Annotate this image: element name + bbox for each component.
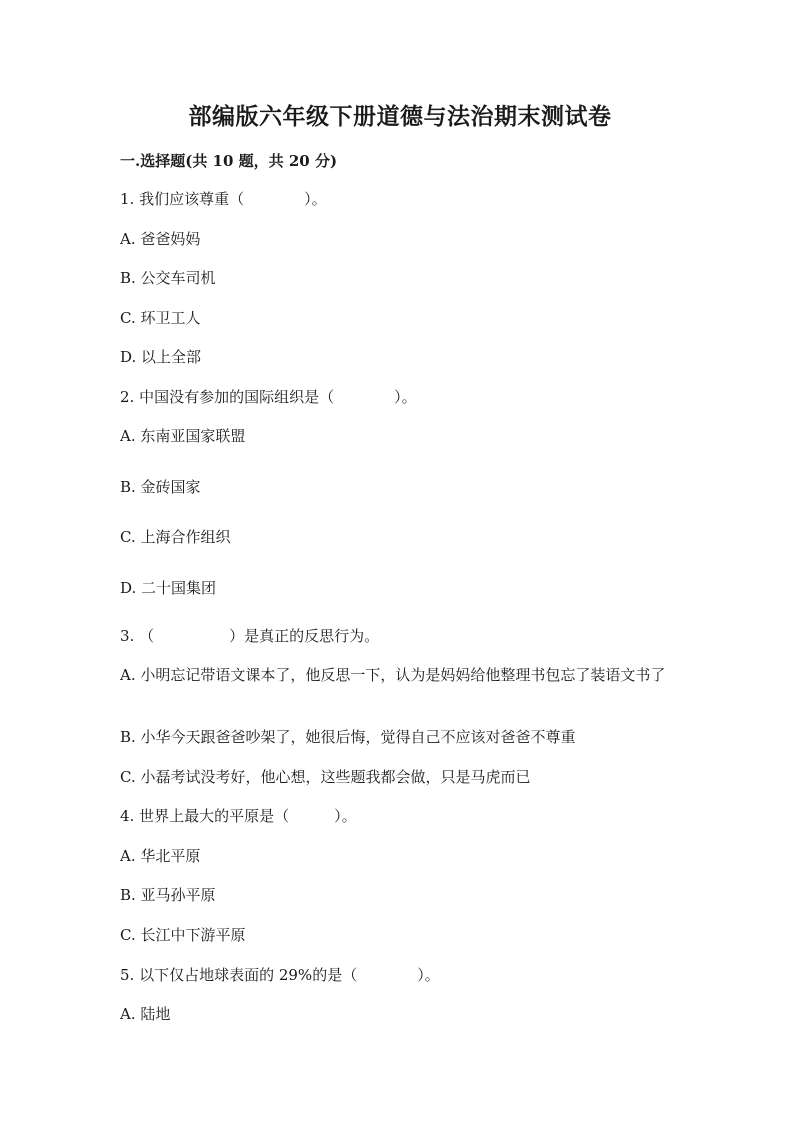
question-2-option-d: D. 二十国集团 [120,579,217,597]
question-2-option-c: C. 上海合作组织 [120,528,231,546]
question-3-stem: 3. （ ）是真正的反思行为。 [120,627,380,645]
question-3-option-a: A. 小明忘记带语文课本了，他反思一下，认为是妈妈给他整理书包忘了装语文书了 [120,666,666,684]
question-4-stem: 4. 世界上最大的平原是（ ）。 [120,807,357,825]
question-1-option-a: A. 爸爸妈妈 [120,230,201,248]
question-5-stem: 5. 以下仅占地球表面的 29%的是（ ）。 [120,966,440,984]
section-heading: 一.选择题(共 10 题，共 20 分) [120,152,338,170]
question-2-option-a: A. 东南亚国家联盟 [120,427,246,445]
question-2-option-b: B. 金砖国家 [120,478,201,496]
question-1-stem: 1. 我们应该尊重（ ）。 [120,190,327,208]
question-1-option-d: D. 以上全部 [120,348,202,366]
question-3-option-c: C. 小磊考试没考好，他心想，这些题我都会做，只是马虎而已 [120,768,531,786]
question-4-option-c: C. 长江中下游平原 [120,926,246,944]
question-4-option-a: A. 华北平原 [120,847,201,865]
page-title: 部编版六年级下册道德与法治期末测试卷 [188,103,612,130]
question-1-option-c: C. 环卫工人 [120,309,201,327]
question-1-option-b: B. 公交车司机 [120,269,216,287]
question-3-option-b: B. 小华今天跟爸爸吵架了，她很后悔，觉得自己不应该对爸爸不尊重 [120,728,576,746]
question-4-option-b: B. 亚马孙平原 [120,886,216,904]
question-5-option-a: A. 陆地 [120,1005,171,1023]
question-2-stem: 2. 中国没有参加的国际组织是（ ）。 [120,388,417,406]
